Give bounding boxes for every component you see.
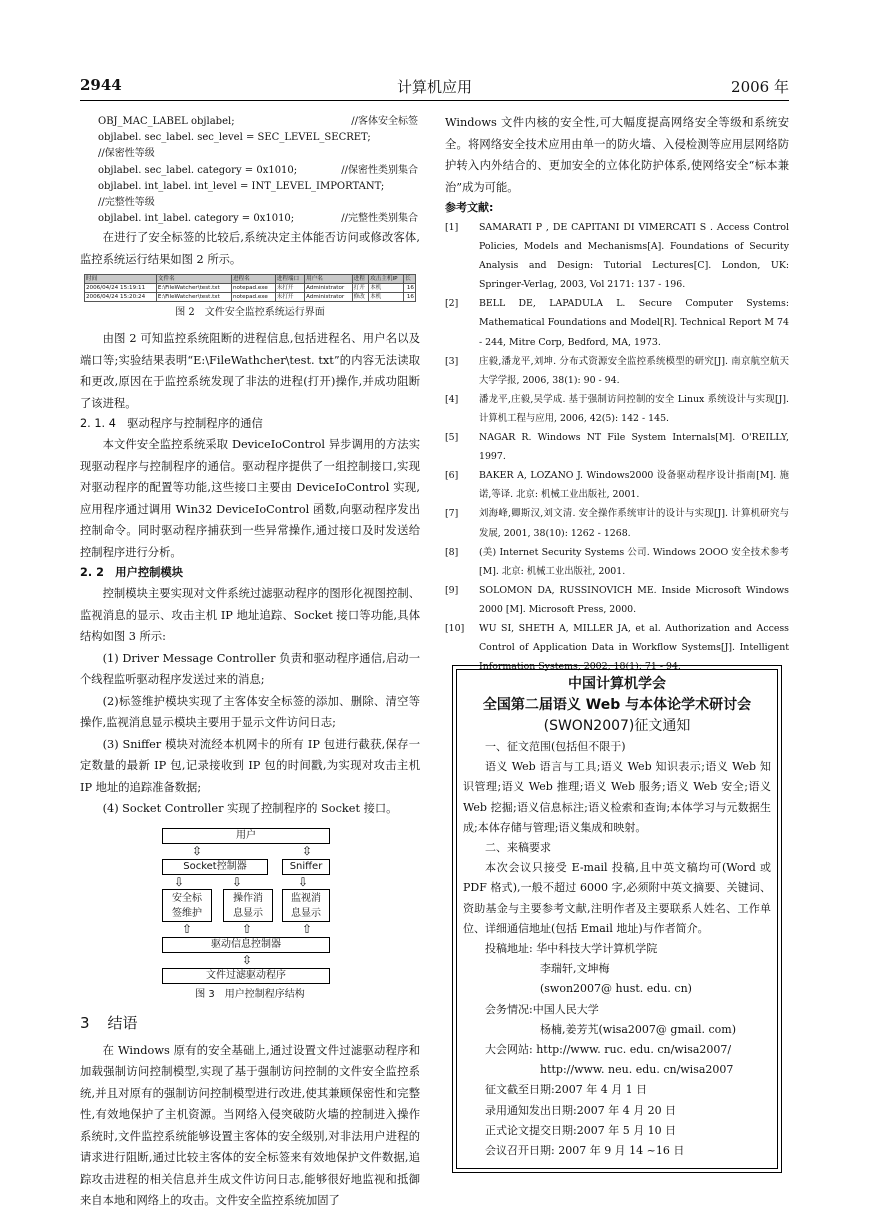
code-line: objlabel. sec_label. sec_level = SEC_LEVEL_SECRET; [98,132,371,144]
reference-item: [3] 庄毅,潘龙平,刘坤. 分布式资源安全监控系统模型的研究[J]. 南京航空航天大学学报, 2006, 38(1): 90 - 94. [445,355,789,386]
socket-controller-box: Socket控制器 [162,859,268,875]
double-arrow-icon: ⇳ [192,843,203,858]
notice-paragraph: 本次会议只接受 E-mail 投稿,且中英文稿均可(Word 或 PDF 格式),一般不超过 6000 字,必须附中英文摘要、关键词、资助基金与主要参考文献,注明作者及主要联系人姓名、工作单位、详细通信地址(包括 Email 地址)与作者简介。 [463,861,771,935]
reference-item: [2] BELL DE, LAPADULA L. Secure Computer Systems: Mathematical Foundations and Model[R]. Technical Report M 74 - 244, Mitre Corp, Bedford, MA, 1973. [445,298,789,348]
notice-line: 投稿地址: 华中科技大学计算机学院 [485,942,658,956]
left-column [80,112,420,1212]
monitor-table [84,274,416,302]
paragraph: 在 Windows 原有的安全基础上,通过设置文件过滤驱动程序和加载强制访问控制模型,实现了基于强制访问控制的文件安全监控系统,并且对原有的强制访问控制模型进行改进,使其兼顾保密性和完整性,有效地保护了主机资源。当网络入侵突破防火墙的控制进入操作系统时,文件监控系统能够设置主客体的安全级别,对非法用户进程的请求进行阻断,通过比较主客体的安全标签来有效地保护文件数据,追踪攻击进程的相关信息并生成文件访问日志,能够很好地监视和抵御来自本地和网络上的攻击。文件安全监控系统加固了 [80,1043,420,1208]
right-column [445,112,789,676]
reference-item: [8] (美) Internet Security Systems 公司. Windows 2OOO 安全技术参考[M]. 北京: 机械工业出版社, 2001. [445,546,789,577]
notice-line: (swon2007@ hust. edu. cn) [485,982,692,996]
operation-message-box: 操作消 息显示 [223,889,273,922]
arrow-up-icon: ⇧ [302,921,313,936]
notice-line: http://www. neu. edu. cn/wisa2007 [485,1063,734,1077]
section-heading-2-2: 2. 2 用户控制模块 [80,566,184,580]
table-row: 2006/04/24 15:19:11 E:\FileWatcher\test.txt notepad.exe 未打开 Administrator 打开 本机 16 [86,285,414,292]
reference-item: [9] SOLOMON DA, RUSSINOVICH ME. Inside Microsoft Windows 2000 [M]. Microsoft Press, 2000. [445,584,789,615]
reference-item: [4] 潘龙平,庄毅,吴学成. 基于强制访问控制的安全 Linux 系统设计与实现[J]. 计算机工程与应用, 2006, 42(5): 142 - 145. [445,393,789,424]
table-row: 2006/04/24 15:20:24 E:\FileWatcher\test.txt notepad.exe 未打开 Administrator 修改 本机 16 [86,294,414,301]
paragraph: 控制模块主要实现对文件系统过滤驱动程序的图形化视图控制、监视消息的显示、攻击主机 IP 地址追踪、Socket 接口等功能,具体结构如图 3 所示: [80,587,420,644]
notice-line: 征文截至日期:2007 年 4 月 1 日 [485,1083,648,1097]
figure-2-caption: 图 2 文件安全监控系统运行界面 [175,307,325,319]
list-item: (3) Sniffer 模块对流经本机网卡的所有 IP 包进行截获,保存一定数量的最新 IP 包,记录接收到 IP 包的时间戳,为实现对攻击主机 IP 地址的追踪准备数据; [80,737,420,794]
code-line: objlabel. int_label. int_level = INT_LEVEL_IMPORTANT; [98,180,385,192]
references-heading: 参考文献: [445,201,494,214]
notice-section-heading: 二、来稿要求 [485,841,551,855]
monitor-message-box: 监视消 息显示 [282,889,330,922]
running-header [80,76,789,98]
notice-paragraph: 语义 Web 语言与工具;语义 Web 知识表示;语义 Web 知识管理;语义 Web 推理;语义 Web 服务;语义 Web 安全;语义 Web 挖掘;语义信息标注;语义检索和查询;本体学习与元数据生成;本体存储与管理;语义集成和映射。 [463,760,771,834]
notice-line: 会议召开日期: 2007 年 9 月 14 ~16 日 [485,1144,685,1158]
list-item: (4) Socket Controller 实现了控制程序的 Socket 接口。 [102,802,398,816]
reference-item: [7] 刘海峰,卿斯汉,刘文清. 安全操作系统审计的设计与实现[J]. 计算机研究与发展, 2001, 38(10): 1262 - 1268. [445,508,789,539]
reference-item: [10] WU SI, SHETH A, MILLER JA, et al. Authorization and Access Control of Application Data in Workflow Systems[J]. Intelligent Information Systems, 2002, 18(1): 71 - 94. [445,622,789,673]
list-item: (2)标签维护模块实现了主客体安全标签的添加、删除、清空等操作,监视消息显示模块主要用于显示文件访问日志; [80,694,420,730]
paragraph: 在进行了安全标签的比较后,系统决定主体能否访问或修改客体,监控系统运行结果如图 2 所示。 [80,231,420,266]
paragraph: 本文件安全监控系统采取 DeviceIoControl 异步调用的方法实现驱动程序与控制程序的通信。驱动程序提供了一组控制接口,实现对驱动程序的配置等功能,这些接口主要由 DeviceIoControl 实现,应用程序通过调用 Win32 DeviceIoControl 函数,向驱动程序发出控制命令。同时驱动程序捕获到一些异常操作,通过接口及时发送给控制程序进行分析。 [80,438,420,559]
paragraph: Windows 文件内核的安全性,可大幅度提高网络安全等级和系统安全。将网络安全技术应用由单一的防火墙、入侵检测等应用层网络防护转入内外结合的、更加安全的立体化防护体系,使网络安全“标本兼治”成为可能。 [445,116,789,194]
header-rule [80,100,789,101]
arrow-up-icon: ⇧ [182,921,193,936]
code-line: objlabel. int_label. category = 0x1010; //完整性类别集合 [98,213,418,225]
notice-line: 李瑞轩,文坤梅 [485,962,610,976]
notice-section-heading: 一、征文范围(包括但不限于) [485,740,626,753]
arrow-down-icon: ⇩ [232,874,243,889]
notice-line: 会务情况:中国人民大学 [485,1002,599,1016]
figure-3-caption: 图 3 用户控制程序结构 [195,988,305,1000]
page-number: 2944 [80,76,122,94]
code-line: objlabel. sec_label. category = 0x1010; //保密性类别集合 [98,164,418,176]
reference-item: [5] NAGAR R. Windows NT File System Internals[M]. O'REILLY, 1997. [445,432,789,463]
list-item: (1) Driver Message Controller 负责和驱动程序通信,启动一个线程监听驱动程序发送过来的消息; [80,651,420,687]
label-maintenance-box: 安全标 签维护 [162,889,212,922]
reference-item: [6] BAKER A, LOZANO J. Windows2000 设备驱动程序设计指南[M]. 施诺,等译. 北京: 机械工业出版社, 2001. [445,470,789,501]
notice-title: 中国计算机学会 [568,676,666,692]
code-line: OBJ_MAC_LABEL objlabel; //客体安全标签 [98,116,418,127]
arrow-down-icon: ⇩ [174,874,185,889]
driver-info-controller-box: 驱动信息控制器 [162,937,330,953]
figure-3-diagram [80,826,420,1004]
reference-item: [1] SAMARATI P , DE CAPITANI DI VIMERCATI S . Access Control Policies, Models and Mechanisms[A]. Foundations of Security Analysis and Design: Tutorial Lectures[C]. London, UK: Springer-Verlag, 2003, Vol 2171: 137 - 196. [445,222,789,291]
sniffer-box: Sniffer [282,859,330,875]
conference-notice-box [452,665,782,1173]
journal-name: 计算机应用 [396,78,472,96]
notice-line: 杨楠,姜芳艽(wisa2007@ gmail. com) [485,1022,736,1036]
user-box: 用户 [162,828,330,844]
code-line: //保密性等级 [98,148,155,160]
notice-title: (SWON2007)征文通知 [543,718,691,734]
year: 2006 年 [731,78,789,96]
notice-line: 正式论文提交日期:2007 年 5 月 10 日 [485,1123,677,1137]
code-line: //完整性等级 [98,197,155,209]
notice-line: 大会网站: http://www. ruc. edu. cn/wisa2007/ [485,1043,732,1057]
double-arrow-icon: ⇳ [302,843,313,858]
arrow-up-icon: ⇧ [242,921,253,936]
table-header-row: 时间 文件名 进程名 进程端口 用户名 进程 攻击主机IP 长 [85,275,416,284]
notice-title: 全国第二届语义 Web 与本体论学术研讨会 [482,697,752,713]
section-heading-2-1-4: 2. 1. 4 驱动程序与控制程序的通信 [80,417,263,431]
notice-line: 录用通知发出日期:2007 年 4 月 20 日 [485,1103,677,1117]
double-arrow-icon: ⇳ [242,952,253,967]
paragraph: 由图 2 可知监控系统阻断的进程信息,包括进程名、用户名以及端口等;实验结果表明“E:\FileWathcher\test. txt”的内容无法读取和更改,原因在于监控系统发现了非法的进程(打开)操作,并成功阻断了该进程。 [80,332,420,410]
arrow-down-icon: ⇩ [298,874,309,889]
file-filter-driver-box: 文件过滤驱动程序 [162,968,330,984]
code-block [80,114,420,227]
section-3-heading: 3 结语 [80,1013,138,1032]
